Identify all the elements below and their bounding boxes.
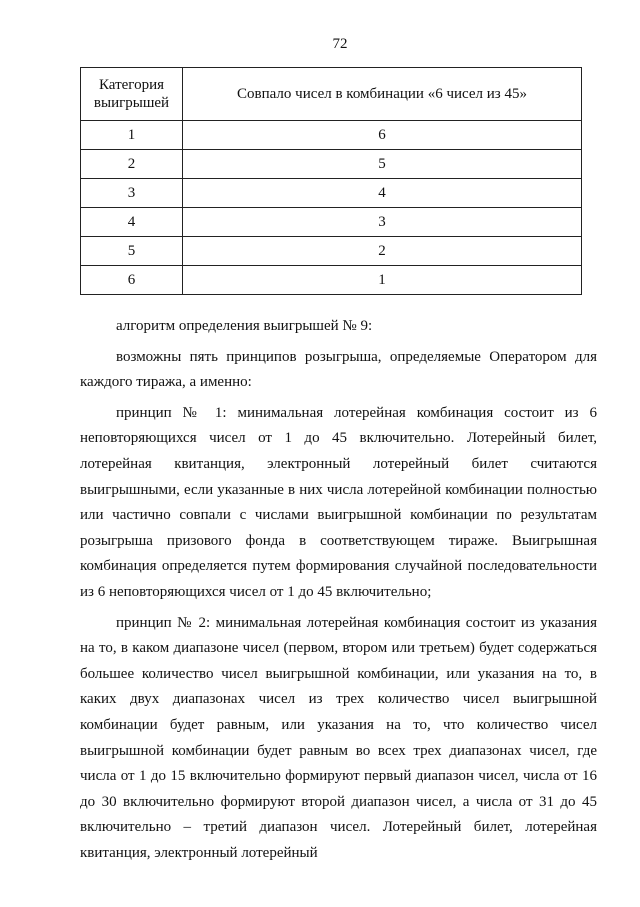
- paragraph-principle-1: принцип № 1: минимальная лотерейная комбинация состоит из 6 неповторяющихся чисел от 1 до 45 включительно. Лотерейный билет, лотерейная квитанция, электронный лотерейный билет считаются выигрышными, если указанные в них числа лотерейной комбинации полностью или частично совпали с числами выигрышной комбинации по результатам розыгрыша призового фонда в соответствующем тираже. Выигрышная комбинация определяется путем формирования случайной последовательности из 6 неповторяющихся чисел от 1 до 45 включительно;: [80, 404, 597, 600]
- table-cell-category: 6: [81, 266, 183, 295]
- table-row: [81, 208, 582, 237]
- paragraph-algorithm-heading: алгоритм определения выигрышей № 9:: [116, 318, 373, 334]
- table-cell-matched: 4: [183, 179, 582, 208]
- table-header-row: [81, 68, 582, 121]
- table-cell-matched: 3: [183, 208, 582, 237]
- page-number: 72: [332, 36, 348, 52]
- table-cell-category: 4: [81, 208, 183, 237]
- table-cell-category: 1: [81, 121, 183, 150]
- table-row: [81, 121, 582, 150]
- paragraph-principles-intro: возможны пять принципов розыгрыша, определяемые Оператором для каждого тиража, а именно:: [80, 348, 597, 391]
- table-row: [81, 266, 582, 295]
- table-cell-matched: 5: [183, 150, 582, 179]
- table-header-category: Категория выигрышей: [81, 68, 183, 121]
- table-header-matched: Совпало чисел в комбинации «6 чисел из 45»: [183, 68, 582, 121]
- table-row: [81, 150, 582, 179]
- table-row: [81, 179, 582, 208]
- table-cell-matched: 1: [183, 266, 582, 295]
- table-row: [81, 237, 582, 266]
- table-cell-category: 3: [81, 179, 183, 208]
- table-cell-matched: 6: [183, 121, 582, 150]
- body-text: [80, 314, 597, 871]
- table-cell-category: 2: [81, 150, 183, 179]
- table-cell-category: 5: [81, 237, 183, 266]
- table-cell-matched: 2: [183, 237, 582, 266]
- paragraph-principle-2: принцип № 2: минимальная лотерейная комбинация состоит из указания на то, в каком диапазоне чисел (первом, втором или третьем) будет содержаться большее количество чисел выигрышной комбинации, или указания на то, в каких двух диапазонах чисел из трех количество чисел выигрышной комбинации будет равным, или указания на то, что количество чисел выигрышной комбинации будет равным во всех трех диапазонах чисел, где числа от 1 до 15 включительно формируют первый диапазон чисел, числа от 16 до 30 включительно формируют второй диапазон чисел, а числа от 31 до 45 включительно – третий диапазон чисел. Лотерейный билет, лотерейная квитанция, электронный лотерейный: [80, 614, 597, 861]
- prize-category-table: [80, 67, 582, 295]
